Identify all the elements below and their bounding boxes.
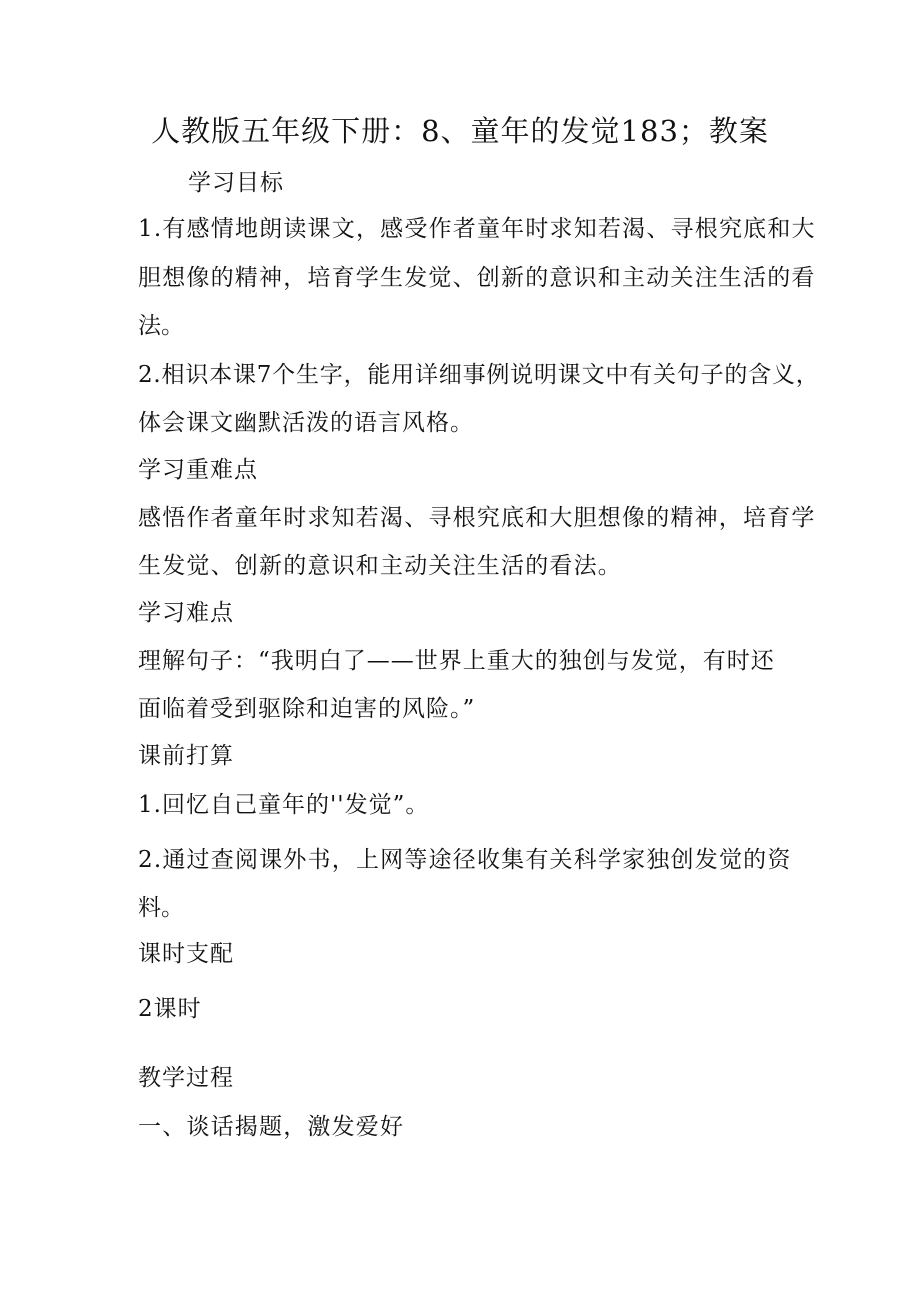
paragraph-line: 料。 (138, 895, 184, 921)
heading-learning-objectives: 学习目标 (188, 170, 284, 196)
heading-preparation: 课前打算 (138, 743, 234, 769)
paragraph-line: 理解句子：“我明白了——世界上重大的独创与发觉，有时还 (138, 648, 775, 674)
heading-teaching-process: 教学过程 (138, 1065, 234, 1091)
paragraph-line: 面临着受到驱除和迫害的风险。” (138, 696, 476, 722)
paragraph-line: 生发觉、创新的意识和主动关注生活的看法。 (138, 553, 622, 579)
paragraph-line: 2.相识本课7个生字，能用详细事例说明课文中有关句子的含义， (138, 362, 820, 388)
paragraph-line: 胆想像的精神，培育学生发觉、创新的意识和主动关注生活的看 (138, 265, 816, 291)
section-heading: 一、谈话揭题，激发爱好 (138, 1114, 405, 1140)
paragraph-line: 法。 (138, 313, 184, 339)
heading-schedule: 课时支配 (138, 941, 234, 967)
heading-key-difficulties: 学习重难点 (138, 457, 258, 483)
paragraph-line: 2课时 (138, 996, 202, 1022)
heading-difficulties: 学习难点 (138, 600, 234, 626)
paragraph-line: 2.通过查阅课外书，上网等途径收集有关科学家独创发觉的资 (138, 847, 792, 873)
paragraph-line: 体会课文幽默活泼的语言风格。 (138, 410, 474, 436)
paragraph-line: 感悟作者童年时求知若渴、寻根究底和大胆想像的精神，培育学 (138, 505, 816, 531)
paragraph-line: 1.回忆自己童年的''发觉”。 (138, 792, 430, 818)
paragraph-line: 1.有感情地朗读课文，感受作者童年时求知若渴、寻根究底和大 (138, 216, 816, 242)
document-title: 人教版五年级下册：8、童年的发觉183；教案 (151, 114, 769, 148)
